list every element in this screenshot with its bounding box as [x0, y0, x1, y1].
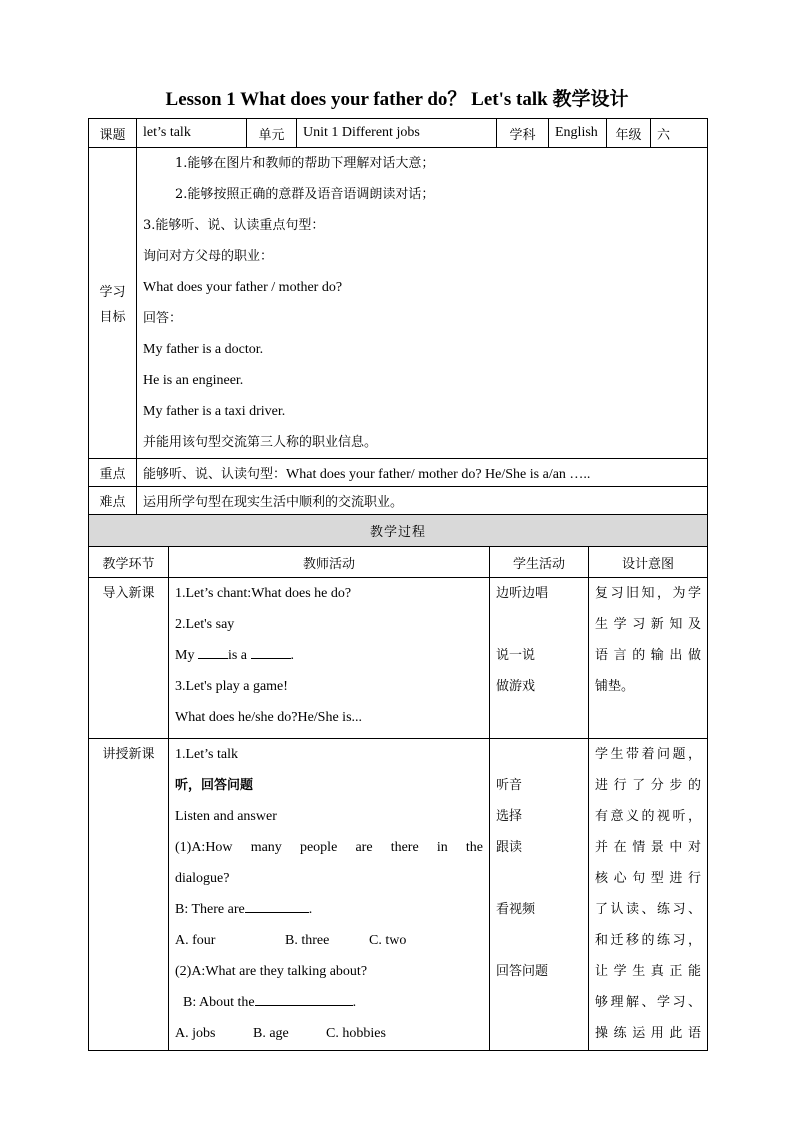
stage2-intent	[589, 739, 708, 1051]
subject-label: 学科	[497, 119, 549, 148]
q1-word: in	[436, 840, 448, 855]
option: B. age	[253, 1026, 289, 1041]
answer-1-text: B: There are	[175, 902, 245, 917]
stage1-teacher-line: 1.Let’s chant:What does he do?	[175, 586, 352, 601]
stage2-intent-line: 核心句型进行	[595, 871, 702, 886]
stage1-name-text: 导入新课	[102, 586, 155, 601]
objective-line: My father is a doctor.	[143, 342, 264, 357]
col-header-teacher: 教师活动	[169, 547, 490, 578]
col-header-stage: 教学环节	[89, 547, 169, 578]
stage2-question-1	[175, 832, 483, 863]
objective-line: He is an engineer.	[143, 373, 244, 388]
stage2-student-line	[496, 863, 582, 894]
stage2-student-line: 看视频	[496, 902, 536, 917]
stage2-answer-1: B: There are .	[175, 902, 313, 917]
objective-line: What does your father / mother do?	[143, 280, 343, 295]
col-header-student: 学生活动	[490, 547, 589, 578]
topic-value: let’s talk	[137, 119, 247, 148]
key-point-text-cn: 能够听、说、认读句型：	[143, 466, 287, 482]
stage2-intent-line: 让学生真正能	[595, 964, 702, 979]
stage2-teacher-line: 1.Let’s talk	[175, 747, 238, 762]
stage2-teacher-line: 听，回答问题	[175, 778, 254, 793]
stage1-intent-line: 复习旧知，为学	[595, 586, 702, 601]
stage2-teacher	[169, 739, 490, 1051]
stage2-intent-line: 进行了分步的	[595, 778, 702, 793]
stage1-intent-line: 生学习新知及	[595, 617, 702, 632]
stage1-teacher-line: My is a .	[175, 648, 295, 663]
stage2-options-2	[175, 1018, 483, 1049]
unit-label: 单元	[247, 119, 297, 148]
stage1-name	[89, 578, 169, 739]
objectives-label	[89, 148, 137, 459]
objective-line: 2.能够按照正确的意群及语音语调朗读对话；	[175, 187, 435, 202]
topic-label: 课题	[89, 119, 137, 148]
stage2-intent-line: 了认读、练习、	[595, 902, 702, 917]
stage2-intent-line: 操练运用此语	[595, 1026, 702, 1041]
stage2-options-1	[175, 925, 483, 956]
stage1-teacher-line: 3.Let's play a game!	[175, 679, 288, 694]
grade-value: 六	[651, 119, 708, 148]
stage2-answer-2: B: About the .	[183, 995, 357, 1010]
stage1-teacher-line: 2.Let's say	[175, 617, 235, 632]
key-point-text	[137, 459, 708, 487]
option: C. hobbies	[326, 1026, 386, 1041]
option: C. two	[369, 933, 407, 948]
objective-line: 并能用该句型交流第三人称的职业信息。	[143, 435, 378, 450]
stage1-intent	[589, 578, 708, 739]
q1-word: the	[465, 840, 483, 855]
stage2-intent-line: 和迁移的练习，	[595, 933, 702, 948]
objective-line: 1.能够在图片和教师的帮助下理解对话大意；	[175, 156, 435, 171]
stage1-student	[490, 578, 589, 739]
stage2-intent-line: 有意义的视听，	[595, 809, 702, 824]
subject-value: English	[549, 119, 607, 148]
stage2-intent-line: 够理解、学习、	[595, 995, 702, 1010]
stage2-student	[490, 739, 589, 1051]
objectives-label-line-2: 目标	[99, 310, 126, 325]
q1-word: are	[355, 840, 373, 855]
page-title: Lesson 1 What does your father do？ Let's talk 教学设计	[165, 89, 629, 110]
process-header: 教学过程	[89, 515, 708, 547]
key-point-label: 重点	[89, 459, 137, 487]
col-header-intent: 设计意图	[589, 547, 708, 578]
q1-word: many	[250, 840, 282, 855]
stage2-teacher-line: Listen and answer	[175, 809, 277, 824]
stage2-student-line: 回答问题	[496, 964, 549, 979]
difficulty-text: 运用所学句型在现实生活中顺利的交流职业。	[137, 487, 708, 515]
stage1-intent-line: 铺垫。	[595, 679, 635, 694]
teaching-process-table	[88, 514, 708, 1051]
stage2-student-line: 选择	[496, 809, 523, 824]
option: A. jobs	[175, 1026, 216, 1041]
stage2-name-text: 讲授新课	[102, 747, 155, 762]
option: B. three	[285, 933, 330, 948]
objective-line: 询问对方父母的职业：	[143, 249, 274, 264]
lesson-info-table	[88, 118, 708, 515]
stage2-student-line	[496, 925, 582, 956]
stage2-intent-line: 学生带着问题，	[595, 747, 702, 762]
q1-word: (1)A:How	[175, 840, 233, 855]
stage2-teacher-line: dialogue?	[175, 871, 230, 886]
key-point-text-en: What does your father/ mother do? He/She is a/an …..	[286, 466, 591, 482]
objectives-label-line-1: 学习	[99, 285, 126, 300]
q1-word: people	[299, 840, 338, 855]
stage1-intent-line: 语言的输出做	[595, 648, 702, 663]
q1-word: there	[390, 840, 419, 855]
difficulty-label: 难点	[89, 487, 137, 515]
stage2-student-line: 跟读	[496, 840, 523, 855]
stage2-intent-line: 并在情景中对	[595, 840, 702, 855]
objective-line: 回答：	[143, 311, 183, 326]
stage2-student-line	[496, 739, 582, 770]
answer-2-text: B: About the	[183, 995, 255, 1010]
unit-value: Unit 1 Different jobs	[297, 119, 497, 148]
stage1-student-line: 边听边唱	[496, 586, 549, 601]
stage2-name	[89, 739, 169, 1051]
objective-line: 3.能够听、说、认读重点句型：	[143, 218, 325, 233]
stage1-student-line: 说一说	[496, 648, 536, 663]
stage1-student-line: 做游戏	[496, 679, 536, 694]
stage1-teacher-line: What does he/she do?He/She is...	[175, 710, 363, 725]
stage2-teacher-line: (2)A:What are they talking about?	[175, 964, 368, 979]
stage1-teacher	[169, 578, 490, 739]
stage1-student-line	[496, 609, 582, 640]
stage2-student-line: 听音	[496, 778, 523, 793]
objective-line: My father is a taxi driver.	[143, 404, 286, 419]
option: A. four	[175, 933, 216, 948]
objectives-content	[137, 148, 708, 459]
grade-label: 年级	[607, 119, 651, 148]
